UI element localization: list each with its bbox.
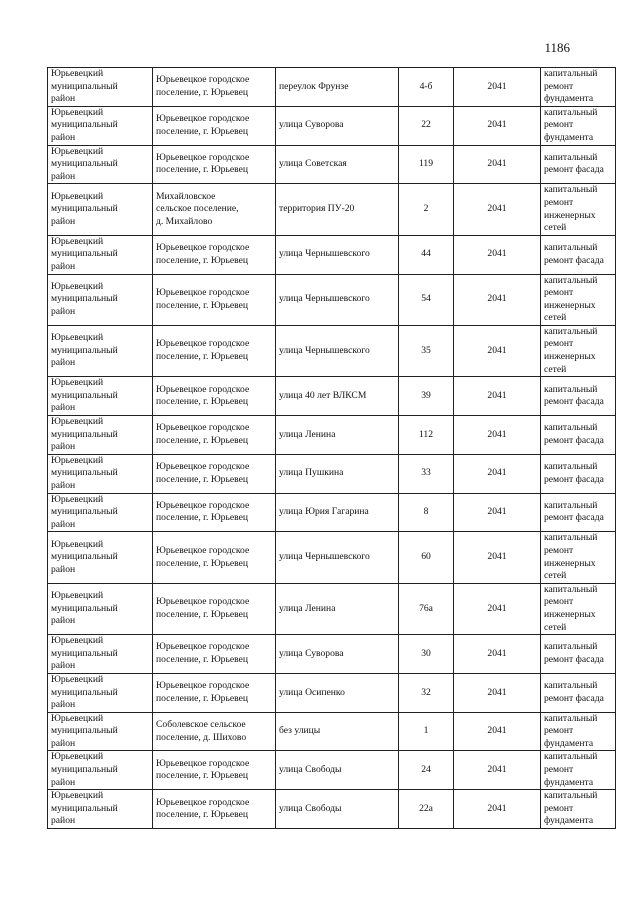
work-type-cell [541,583,616,634]
street-cell [276,106,399,145]
work-type-cell [541,454,616,493]
district-cell [48,145,153,184]
work-type-cell [541,235,616,274]
table-row [48,68,616,107]
table-row [48,532,616,583]
table-row [48,416,616,455]
house-number-cell [399,235,454,274]
street-cell [276,274,399,325]
district-cell [48,235,153,274]
house-number-cell-text: 1 [423,725,429,737]
settlement-cell [153,325,276,376]
year-cell [454,493,541,532]
page-number: 1186 [544,40,570,55]
district-cell [48,635,153,674]
house-number-cell-text: 30 [421,647,431,659]
table-row [48,635,616,674]
year-cell [454,145,541,184]
work-type-cell [541,751,616,790]
district-cell [48,712,153,751]
work-type-cell-text: капитальный ремонт фасада [544,422,604,446]
year-cell-text: 2041 [487,602,507,614]
street-cell-text: улица Суворова [279,119,344,131]
settlement-cell [153,583,276,634]
settlement-cell-text: Юрьевецкое городское поселение, г. Юрьевец [156,113,250,137]
work-type-cell [541,416,616,455]
work-type-cell [541,673,616,712]
table-row [48,235,616,274]
house-number-cell [399,377,454,416]
year-cell [454,377,541,416]
district-cell-text: Юрьевецкий муниципальный район [51,106,118,143]
house-number-cell [399,325,454,376]
year-cell [454,235,541,274]
street-cell [276,235,399,274]
street-cell [276,751,399,790]
street-cell-text: переулок Фрунзе [279,80,349,92]
house-number-cell-text: 119 [418,158,434,170]
house-number-cell [399,184,454,235]
year-cell-text: 2041 [487,725,507,737]
settlement-cell [153,635,276,674]
settlement-cell [153,712,276,751]
house-number-cell [399,493,454,532]
street-cell [276,712,399,751]
year-cell [454,184,541,235]
work-type-cell-text: капитальный ремонт фундамента [544,68,598,105]
year-cell [454,454,541,493]
street-cell [276,145,399,184]
work-type-cell-text: капитальный ремонт фундамента [544,751,598,788]
district-cell [48,493,153,532]
work-type-cell-text: капитальный ремонт инженерных сетей [544,532,598,582]
street-cell [276,790,399,829]
settlement-cell-text: Юрьевецкое городское поселение, г. Юрьевец [156,383,250,408]
street-cell [276,454,399,493]
work-type-cell-text: капитальный ремонт фасада [544,151,604,176]
house-number-cell-text: 32 [421,686,431,698]
table-row [48,274,616,325]
district-cell-text: Юрьевецкий муниципальный район [51,790,118,827]
district-cell-text: Юрьевецкий муниципальный район [51,377,118,414]
year-cell-text: 2041 [487,293,507,305]
work-type-cell [541,184,616,235]
work-type-cell-text: капитальный ремонт инженерных сетей [544,325,598,375]
house-number-cell [399,751,454,790]
work-type-cell-text: капитальный ремонт фасада [544,383,604,408]
district-cell [48,751,153,790]
settlement-cell-text: Юрьевецкое городское поселение, г. Юрьевец [156,641,250,666]
district-cell-text: Юрьевецкий муниципальный район [51,332,118,369]
settlement-cell-text: Юрьевецкое городское поселение, г. Юрьевец [156,499,250,524]
settlement-cell [153,416,276,455]
district-cell-text: Юрьевецкий муниципальный район [51,454,118,491]
year-cell-text: 2041 [487,80,507,92]
work-type-cell [541,106,616,145]
house-number-cell [399,712,454,751]
house-number-cell [399,635,454,674]
work-type-cell [541,532,616,583]
district-cell [48,583,153,634]
year-cell [454,106,541,145]
street-cell-text: улица Чернышевского [279,248,370,260]
table-row [48,712,616,751]
street-cell-text: улица Чернышевского [279,344,370,356]
settlement-cell-text: Юрьевецкое городское поселение, г. Юрьевец [156,596,250,620]
work-type-cell-text: капитальный ремонт фундамента [544,712,598,749]
work-type-cell-text: капитальный ремонт фасада [544,499,604,524]
year-cell [454,790,541,829]
year-cell [454,274,541,325]
settlement-cell-text: Юрьевецкое городское поселение, г. Юрьевец [156,242,250,266]
district-cell [48,68,153,107]
district-cell [48,274,153,325]
year-cell-text: 2041 [487,428,507,440]
settlement-cell [153,68,276,107]
work-type-cell [541,790,616,829]
district-cell [48,416,153,455]
house-number-cell [399,274,454,325]
year-cell-text: 2041 [487,158,507,170]
settlement-cell [153,274,276,325]
year-cell [454,325,541,376]
table-row [48,184,616,235]
street-cell-text: улица Ленина [279,428,336,440]
district-cell [48,532,153,583]
house-number-cell [399,68,454,107]
year-cell [454,712,541,751]
street-cell-text: без улицы [279,725,321,737]
street-cell-text: улица Пушкина [279,467,344,479]
street-cell-text: улица Чернышевского [279,293,370,305]
settlement-cell-text: Юрьевецкое городское поселение, г. Юрьевец [156,422,250,446]
street-cell-text: улица Свободы [279,802,342,814]
year-cell-text: 2041 [487,119,507,131]
street-cell [276,493,399,532]
settlement-cell-text: Юрьевецкое городское поселение, г. Юрьевец [156,74,250,98]
district-cell [48,184,153,235]
district-cell [48,790,153,829]
year-cell [454,673,541,712]
table-body [48,68,616,829]
district-cell-text: Юрьевецкий муниципальный район [51,235,118,272]
work-type-cell [541,145,616,184]
work-type-cell [541,325,616,376]
year-cell-text: 2041 [487,647,507,659]
settlement-cell [153,184,276,235]
house-number-cell-text: 35 [421,344,431,356]
house-number-cell [399,416,454,455]
year-cell-text: 2041 [487,467,507,479]
table-row [48,493,616,532]
district-cell [48,377,153,416]
work-type-cell [541,68,616,107]
year-cell-text: 2041 [487,389,507,401]
district-cell-text: Юрьевецкий муниципальный район [51,145,118,182]
house-number-cell [399,145,454,184]
table-row [48,325,616,376]
district-cell [48,325,153,376]
house-number-cell-text: 4-б [419,80,433,92]
street-cell [276,532,399,583]
settlement-cell-text: Юрьевецкое городское поселение, г. Юрьевец [156,151,250,176]
table-row [48,790,616,829]
house-number-cell [399,106,454,145]
district-cell-text: Юрьевецкий муниципальный район [51,68,118,105]
street-cell-text: территория ПУ-20 [279,203,355,215]
street-cell-text: улица Юрия Гагарина [279,506,369,518]
house-number-cell-text: 60 [421,551,431,563]
house-number-cell-text: 112 [418,428,434,440]
house-number-cell-text: 33 [421,467,431,479]
street-cell [276,184,399,235]
street-cell [276,377,399,416]
work-type-cell-text: капитальный ремонт фасада [544,641,604,666]
year-cell [454,583,541,634]
table-row [48,583,616,634]
year-cell-text: 2041 [487,248,507,260]
street-cell [276,68,399,107]
table-row [48,106,616,145]
settlement-cell-text: Юрьевецкое городское поселение, г. Юрьевец [156,461,250,485]
district-cell-text: Юрьевецкий муниципальный район [51,280,118,317]
settlement-cell [153,751,276,790]
work-type-cell [541,274,616,325]
settlement-cell [153,454,276,493]
house-number-cell-text: 44 [421,248,431,260]
year-cell-text: 2041 [487,344,507,356]
settlement-cell-text: Юрьевецкое городское поселение, г. Юрьевец [156,287,250,311]
work-type-cell-text: капитальный ремонт фасада [544,680,604,704]
street-cell [276,583,399,634]
street-cell [276,416,399,455]
year-cell-text: 2041 [487,802,507,814]
house-number-cell-text: 24 [421,764,431,776]
house-number-cell-text: 8 [423,506,429,518]
work-type-cell-text: капитальный ремонт инженерных сетей [544,274,598,324]
street-cell-text: улица Ленина [279,602,336,614]
district-cell-text: Юрьевецкий муниципальный район [51,190,118,227]
work-type-cell [541,493,616,532]
house-number-cell [399,790,454,829]
year-cell [454,635,541,674]
house-number-cell [399,673,454,712]
table-row [48,673,616,712]
house-number-cell [399,454,454,493]
house-number-cell-text: 54 [421,293,431,305]
house-number-cell [399,532,454,583]
street-cell-text: улица Осипенко [279,686,345,698]
house-number-cell-text: 22а [419,802,433,814]
work-type-cell-text: капитальный ремонт фасада [544,242,604,266]
street-cell-text: улица 40 лет ВЛКСМ [279,389,367,401]
year-cell [454,68,541,107]
district-cell-text: Юрьевецкий муниципальный район [51,590,118,627]
settlement-cell [153,493,276,532]
house-number-cell-text: 76а [419,602,433,614]
year-cell-text: 2041 [487,506,507,518]
work-type-cell-text: капитальный ремонт фундамента [544,106,598,143]
house-number-cell-text: 2 [423,203,429,215]
street-cell-text: улица Суворова [279,647,344,659]
district-cell-text: Юрьевецкий муниципальный район [51,673,118,711]
house-number-cell-text: 39 [421,389,431,401]
district-cell [48,454,153,493]
settlement-cell [153,377,276,416]
settlement-cell-text: Михайловское сельское поселение, д. Михайлово [156,190,239,227]
district-cell [48,106,153,145]
street-cell [276,635,399,674]
district-cell-text: Юрьевецкий муниципальный район [51,712,118,749]
year-cell-text: 2041 [487,203,507,215]
year-cell [454,751,541,790]
district-cell-text: Юрьевецкий муниципальный район [51,493,118,530]
settlement-cell-text: Юрьевецкое городское поселение, г. Юрьевец [156,796,250,821]
work-type-cell [541,712,616,751]
table-row [48,454,616,493]
settlement-cell [153,790,276,829]
work-type-cell [541,377,616,416]
street-cell-text: улица Советская [279,158,347,170]
street-cell-text: улица Чернышевского [279,551,370,563]
settlement-cell [153,106,276,145]
settlement-cell [153,532,276,583]
settlement-cell-text: Юрьевецкое городское поселение, г. Юрьевец [156,338,250,363]
year-cell [454,416,541,455]
settlement-cell-text: Соболевское сельское поселение, д. Шихово [156,718,247,743]
settlement-cell-text: Юрьевецкое городское поселение, г. Юрьевец [156,680,250,704]
year-cell-text: 2041 [487,686,507,698]
settlement-cell-text: Юрьевецкое городское поселение, г. Юрьевец [156,757,250,782]
district-cell-text: Юрьевецкий муниципальный район [51,635,118,672]
year-cell-text: 2041 [487,764,507,776]
street-cell [276,325,399,376]
district-cell [48,673,153,712]
work-type-cell [541,635,616,674]
district-cell-text: Юрьевецкий муниципальный район [51,416,118,453]
district-cell-text: Юрьевецкий муниципальный район [51,538,118,575]
work-type-cell-text: капитальный ремонт фасада [544,461,604,485]
street-cell-text: улица Свободы [279,764,342,776]
table-row [48,751,616,790]
table-row [48,145,616,184]
housing-repair-table [47,67,616,829]
work-type-cell-text: капитальный ремонт инженерных сетей [544,184,598,234]
district-cell-text: Юрьевецкий муниципальный район [51,751,118,788]
work-type-cell-text: капитальный ремонт фундамента [544,790,598,827]
settlement-cell [153,673,276,712]
settlement-cell [153,235,276,274]
year-cell-text: 2041 [487,551,507,563]
table-row [48,377,616,416]
work-type-cell-text: капитальный ремонт инженерных сетей [544,583,598,633]
settlement-cell [153,145,276,184]
street-cell [276,673,399,712]
house-number-cell [399,583,454,634]
settlement-cell-text: Юрьевецкое городское поселение, г. Юрьевец [156,544,250,569]
house-number-cell-text: 22 [421,119,431,131]
year-cell [454,532,541,583]
